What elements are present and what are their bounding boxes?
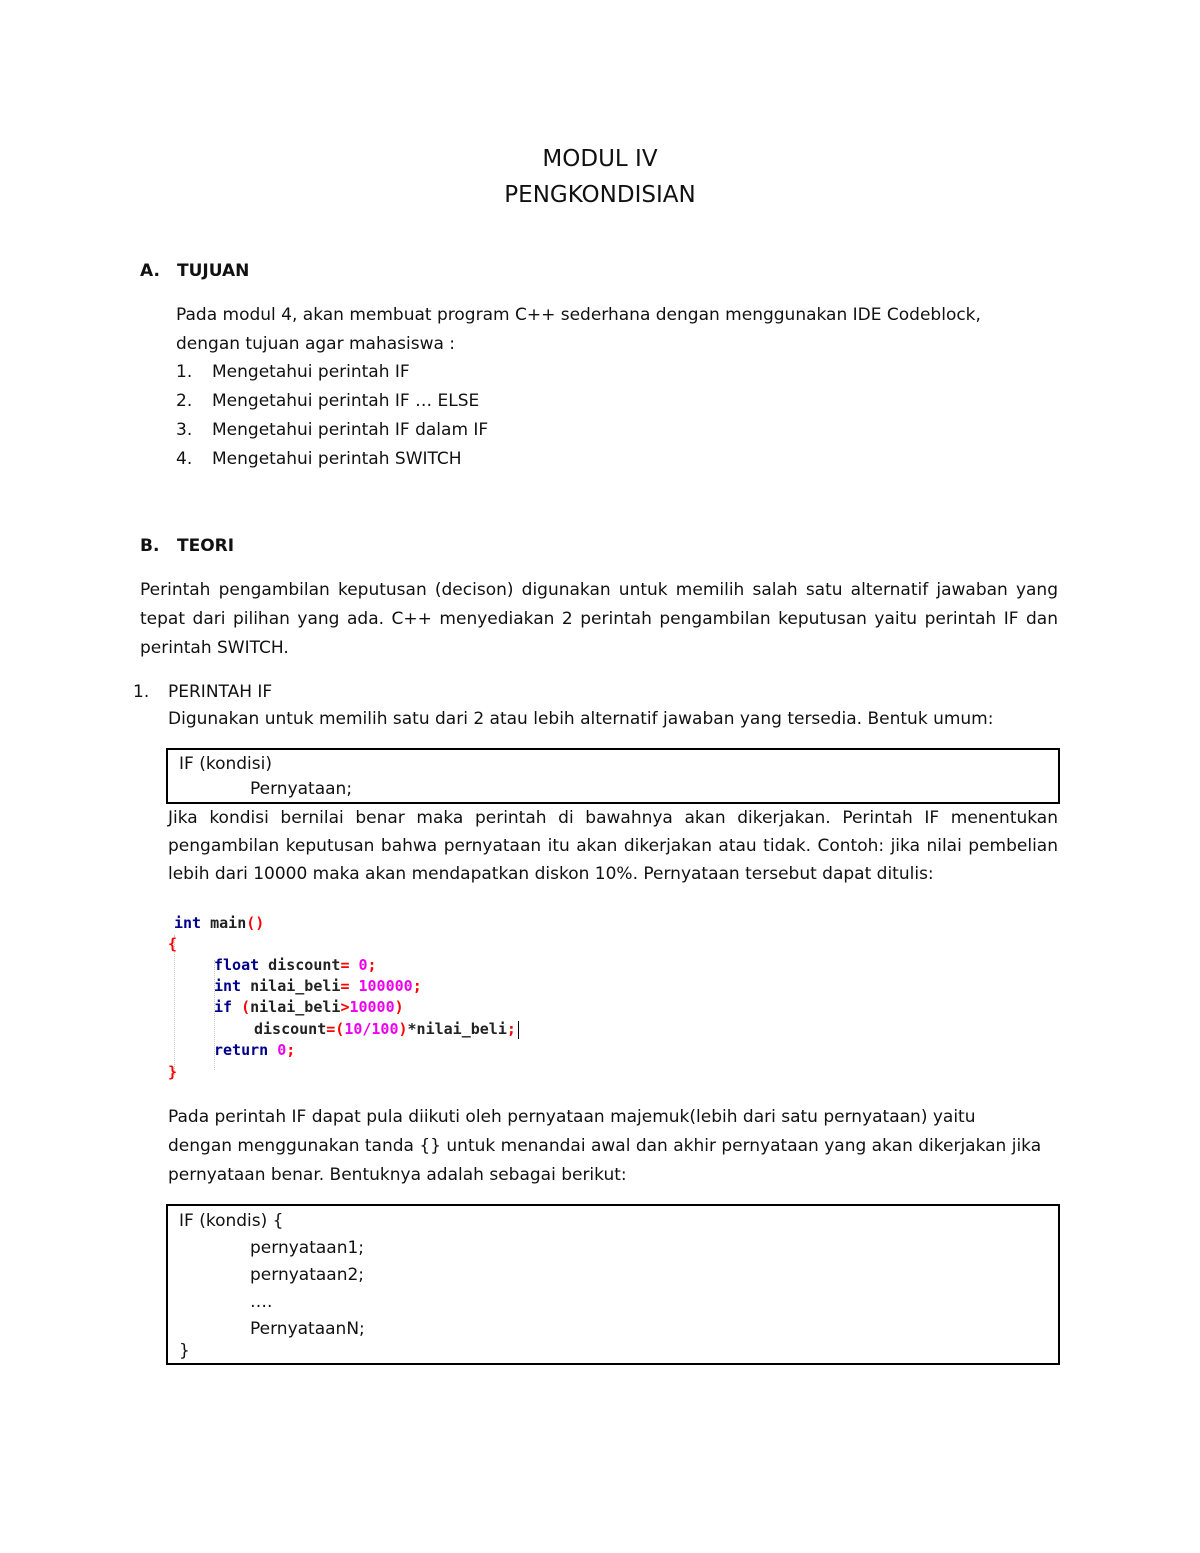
list-number: 1.	[176, 362, 193, 382]
code-gutter-guide	[174, 935, 175, 1075]
code-token: return	[214, 1041, 269, 1059]
perintah-if-description: Digunakan untuk memilih satu dari 2 atau lebih alternatif jawaban yang tersedia. Bentuk umum:	[168, 709, 994, 729]
if-explanation-line-3: lebih dari 10000 maka akan mendapatkan diskon 10%. Pernyataan tersebut dapat ditulis:	[168, 864, 934, 884]
section-b-heading: TEORI	[177, 536, 235, 556]
code-line-7	[214, 1040, 295, 1061]
compound-paragraph-line-3: pernyataan benar. Bentuknya adalah sebagai berikut:	[168, 1165, 627, 1185]
code-line-2	[168, 934, 177, 955]
code-token: =	[340, 956, 350, 974]
code-token: *nilai_beli	[407, 1020, 507, 1038]
section-a-intro-line-1: Pada modul 4, akan membuat program C++ sederhana dengan menggunakan IDE Codeblock,	[176, 305, 981, 325]
code-line-3	[214, 955, 377, 976]
list-number: 3.	[176, 420, 193, 440]
code-line-8	[168, 1062, 177, 1083]
code-token: ;	[412, 977, 422, 995]
code-token: 100000	[349, 977, 413, 995]
code-token: 10000	[349, 998, 395, 1016]
teori-paragraph-line-2: tepat dari pilihan yang ada. C++ menyediakan 2 perintah pengambilan keputusan yaitu perintah IF dan	[140, 609, 1058, 629]
code-token: {	[168, 935, 178, 953]
code-token: 0	[349, 956, 368, 974]
compound-syntax-line: }	[179, 1341, 190, 1361]
code-token: nilai_beli	[250, 998, 341, 1016]
code-token: int	[174, 914, 202, 932]
code-token: float	[214, 956, 260, 974]
code-token: ;	[367, 956, 377, 974]
text-cursor	[518, 1021, 519, 1039]
if-explanation-line-2: pengambilan keputusan bahwa pernyataan itu akan dikerjakan atau tidak. Contoh: jika nilai pembelian	[168, 836, 1058, 856]
section-a-marker: A.	[140, 261, 160, 281]
if-syntax-line-2: Pernyataan;	[250, 779, 353, 799]
subsection-number: 1.	[133, 682, 150, 702]
compound-paragraph-line-2: dengan menggunakan tanda {} untuk menandai awal dan akhir pernyataan yang akan dikerjakan jika	[168, 1136, 1042, 1156]
module-title: MODUL IV	[542, 146, 658, 172]
list-item: Mengetahui perintah SWITCH	[212, 449, 462, 469]
code-token: (	[232, 998, 251, 1016]
code-example	[160, 905, 560, 1085]
code-token: ;	[286, 1041, 296, 1059]
code-token: =	[340, 977, 350, 995]
code-line-5	[214, 997, 404, 1018]
compound-paragraph-line-1: Pada perintah IF dapat pula diikuti oleh pernyataan majemuk(lebih dari satu pernyataan) yaitu	[168, 1107, 976, 1127]
code-token: main	[201, 914, 247, 932]
teori-paragraph-line-3: perintah SWITCH.	[140, 638, 289, 658]
section-a-intro-line-2: dengan tujuan agar mahasiswa :	[176, 334, 456, 354]
list-item: Mengetahui perintah IF … ELSE	[212, 391, 480, 411]
code-token: 0	[268, 1041, 287, 1059]
code-token: ;	[506, 1020, 516, 1038]
code-token: )	[398, 1020, 408, 1038]
code-token: discount	[259, 956, 341, 974]
code-token: ()	[246, 914, 265, 932]
code-token: )	[394, 998, 404, 1016]
section-b-marker: B.	[140, 536, 160, 556]
section-a-heading: TUJUAN	[177, 261, 250, 281]
if-syntax-box	[166, 748, 1060, 804]
compound-syntax-line: IF (kondis) {	[179, 1211, 284, 1231]
compound-if-syntax-box	[166, 1204, 1060, 1365]
code-line-6	[254, 1019, 519, 1040]
code-token: >	[340, 998, 350, 1016]
if-explanation-line-1: Jika kondisi bernilai benar maka perintah di bawahnya akan dikerjakan. Perintah IF menentukan	[168, 808, 1058, 828]
code-token: 10/100	[344, 1020, 399, 1038]
code-token: nilai_beli	[241, 977, 341, 995]
teori-paragraph-line-1: Perintah pengambilan keputusan (decison) digunakan untuk memilih salah satu alternatif jawaban yang	[140, 580, 1058, 600]
code-token: if	[214, 998, 233, 1016]
subsection-heading: PERINTAH IF	[168, 682, 273, 702]
module-subtitle: PENGKONDISIAN	[504, 182, 696, 208]
list-item: Mengetahui perintah IF	[212, 362, 410, 382]
list-number: 2.	[176, 391, 193, 411]
compound-syntax-line: ….	[250, 1292, 273, 1312]
list-item: Mengetahui perintah IF dalam IF	[212, 420, 489, 440]
list-number: 4.	[176, 449, 193, 469]
code-line-4	[214, 976, 422, 997]
code-token: =(	[326, 1020, 345, 1038]
compound-syntax-line: PernyataanN;	[250, 1319, 365, 1339]
code-token: discount	[254, 1020, 327, 1038]
if-syntax-line-1: IF (kondisi)	[179, 754, 272, 774]
compound-syntax-line: pernyataan2;	[250, 1265, 365, 1285]
code-token: int	[214, 977, 242, 995]
code-line-1	[174, 913, 264, 934]
compound-syntax-line: pernyataan1;	[250, 1238, 365, 1258]
code-token: }	[168, 1063, 178, 1081]
